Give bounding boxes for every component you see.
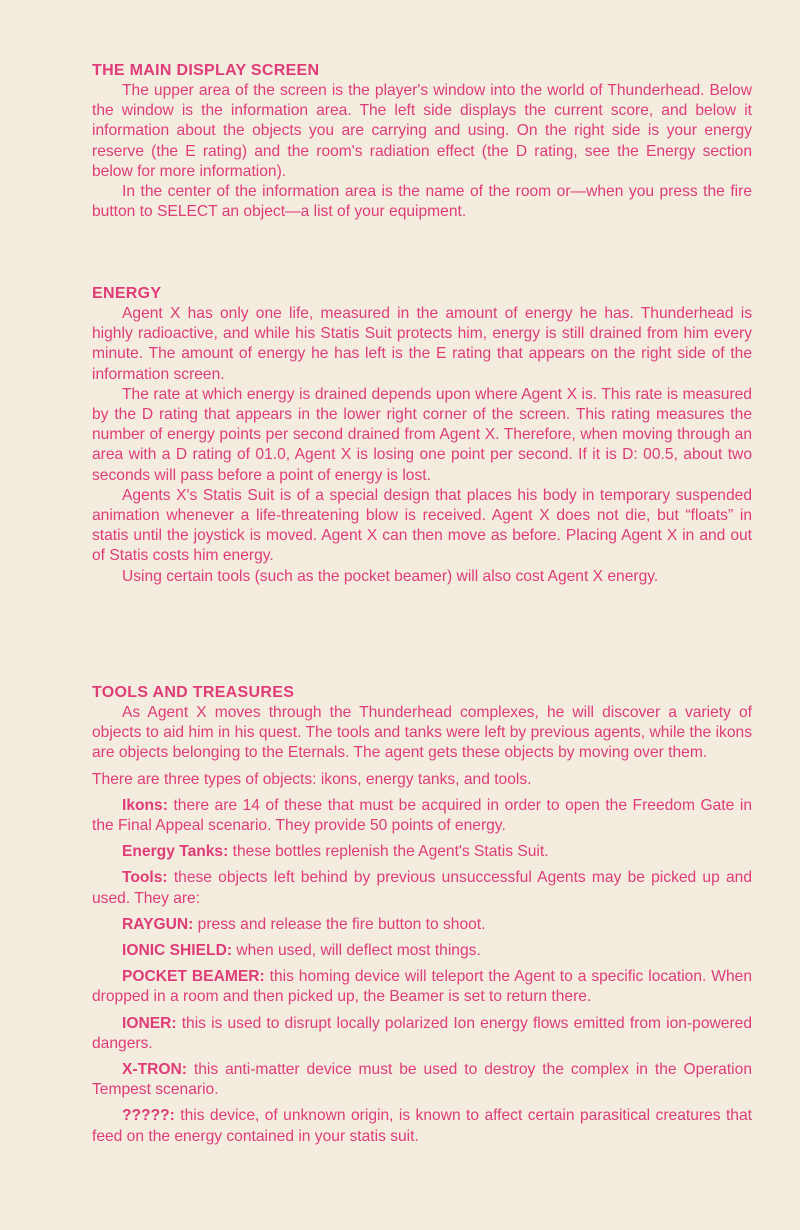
definition-unknown-device [92,1106,752,1146]
definition-ikons [92,796,752,836]
definition-x-tron [92,1060,752,1100]
term: Energy Tanks: [122,843,229,861]
term: IONIC SHIELD: [122,942,233,960]
paragraph: Agents X's Statis Suit is of a special design that places his body in temporary suspended animation whenever a life-threatening blow is received. Agent X does not die, but “floats” in statis until the joystick is moved. Agent X can then move as before. Placing Agent X in and out of Statis costs him energy. [92,486,752,565]
section-heading: TOOLS AND TREASURES [92,684,295,701]
term: IONER: [122,1014,177,1032]
definition-pocket-beamer [92,967,752,1007]
definition-text: there are 14 of these that must be acquired in order to open the Freedom Gate in the Final Appeal scenario. They provide 50 points of energy. [92,796,752,835]
definition-energy-tanks [92,842,752,862]
term: POCKET BEAMER: [122,968,265,986]
definition-ioner [92,1014,752,1054]
energy-section [92,285,752,587]
paragraph: The upper area of the screen is the player's window into the world of Thunderhead. Below the window is the information area. The left side displays the current score, and below it information about the objects you are carrying and using. On the right side is your energy reserve (the E rating) and the room's radiation effect (the D rating, see the Energy section below for more information). [92,82,752,180]
definition-text: press and release the fire button to shoot. [193,915,486,933]
term: Ikons: [122,796,168,814]
definition-text: this anti-matter device must be used to destroy the complex in the Operation Tempest scenario. [92,1061,752,1099]
definition-text: when used, will deflect most things. [232,942,481,960]
section-heading: THE MAIN DISPLAY SCREEN [92,62,320,79]
definition-ionic-shield [92,941,752,961]
definition-text: these objects left behind by previous unsuccessful Agents may be picked up and used. They are: [92,869,752,907]
definition-text: this homing device will teleport the Agent to a specific location. When dropped in a room and then picked up, the Beamer is set to return there. [92,968,752,1006]
paragraph: The rate at which energy is drained depends upon where Agent X is. This rate is measured by the D rating that appears in the lower right corner of the screen. This rating measures the number of energy points per second drained from Agent X. Therefore, when moving through an area with a D rating of 01.0, Agent X is losing one point per second. If it is D: 00.5, about two seconds will pass before a point of energy is lost. [92,385,752,484]
definition-tools [92,868,752,908]
term: Tools: [122,869,168,887]
paragraph: Using certain tools (such as the pocket beamer) will also cost Agent X energy. [122,567,659,585]
main-display-section [92,62,752,222]
term: X-TRON: [122,1061,187,1079]
paragraph: Agent X has only one life, measured in the amount of energy he has. Thunderhead is highly radioactive, and while his Statis Suit protects him, energy is still drained from him every minute. The amount of energy he has left is the E rating that appears on the right side of the information screen. [92,305,752,383]
definition-text: this device, of unknown origin, is known to affect certain parasitical creatures that feed on the energy contained in your statis suit. [92,1107,752,1145]
definition-raygun [92,915,752,935]
definition-text: these bottles replenish the Agent's Statis Suit. [228,843,549,861]
tools-section [92,684,752,1147]
term: ?????: [122,1107,175,1125]
paragraph: In the center of the information area is the name of the room or—when you press the fire button to SELECT an object—a list of your equipment. [92,183,752,221]
section-heading: ENERGY [92,285,162,302]
term: RAYGUN: [122,915,194,933]
paragraph: As Agent X moves through the Thunderhead complexes, he will discover a variety of objects to aid him in his quest. The tools and tanks were left by previous agents, while the ikons are objects belonging to the Eternals. The agent gets these objects by moving over them. [92,704,752,762]
definition-text: this is used to disrupt locally polarized Ion energy flows emitted from ion-powered dangers. [92,1014,752,1052]
paragraph: There are three types of objects: ikons, energy tanks, and tools. [92,770,532,788]
